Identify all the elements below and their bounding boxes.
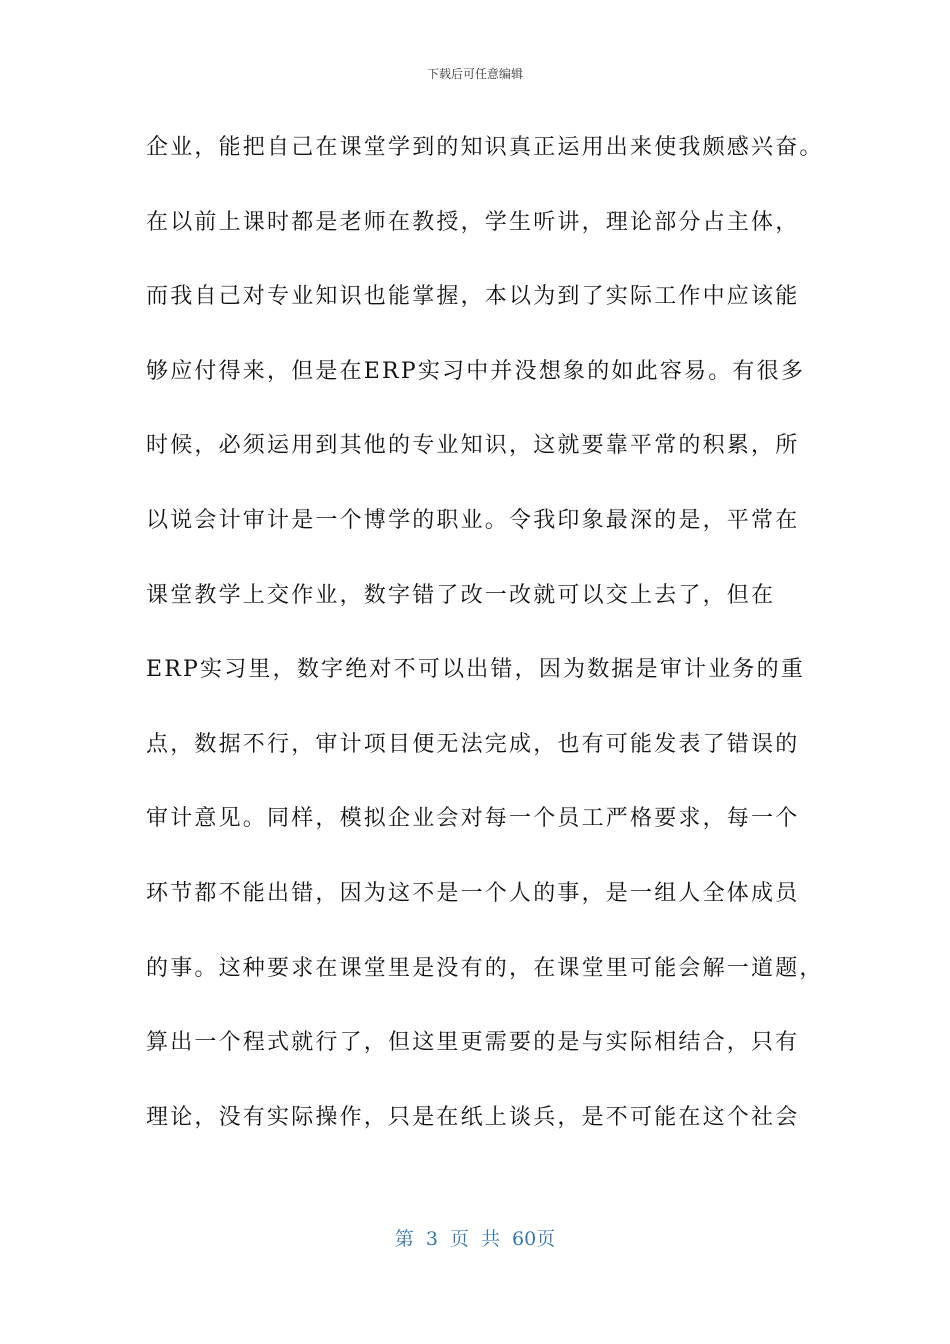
body-line-10: 审计意见。同样，模拟企业会对每一个员工严格要求，每一个	[146, 806, 800, 832]
body-line-6: 以说会计审计是一个博学的职业。令我印象最深的是，平常在	[146, 507, 800, 533]
body-line-11: 环节都不能出错，因为这不是一个人的事，是一组人全体成员	[146, 880, 800, 906]
body-line-4: 够应付得来，但是在ERP实习中并没想象的如此容易。有很多	[146, 358, 806, 384]
body-line-2: 在以前上课时都是老师在教授，学生听讲，理论部分占主体，	[146, 209, 800, 235]
body-line-7: 课堂教学上交作业，数字错了改一改就可以交上去了，但在	[146, 582, 776, 608]
document-body	[146, 128, 826, 1172]
body-line-12: 的事。这种要求在课堂里是没有的，在课堂里可能会解一道题，	[146, 955, 824, 981]
body-line-5: 时候，必须运用到其他的专业知识，这就要靠平常的积累，所	[146, 433, 800, 459]
body-line-3: 而我自己对专业知识也能掌握，本以为到了实际工作中应该能	[146, 284, 800, 310]
body-line-14: 理论，没有实际操作，只是在纸上谈兵，是不可能在这个社会	[146, 1104, 800, 1130]
body-line-8: ERP实习里，数字绝对不可以出错，因为数据是审计业务的重	[146, 657, 806, 683]
page-header: 下载后可任意编辑	[426, 67, 523, 81]
page-number-footer: 第 3 页 共 60页	[394, 1228, 556, 1250]
body-line-13: 算出一个程式就行了，但这里更需要的是与实际相结合，只有	[146, 1030, 800, 1056]
body-line-9: 点，数据不行，审计项目便无法完成，也有可能发表了错误的	[146, 731, 800, 757]
body-line-1: 企业，能把自己在课堂学到的知识真正运用出来使我颇感兴奋。	[146, 135, 824, 160]
